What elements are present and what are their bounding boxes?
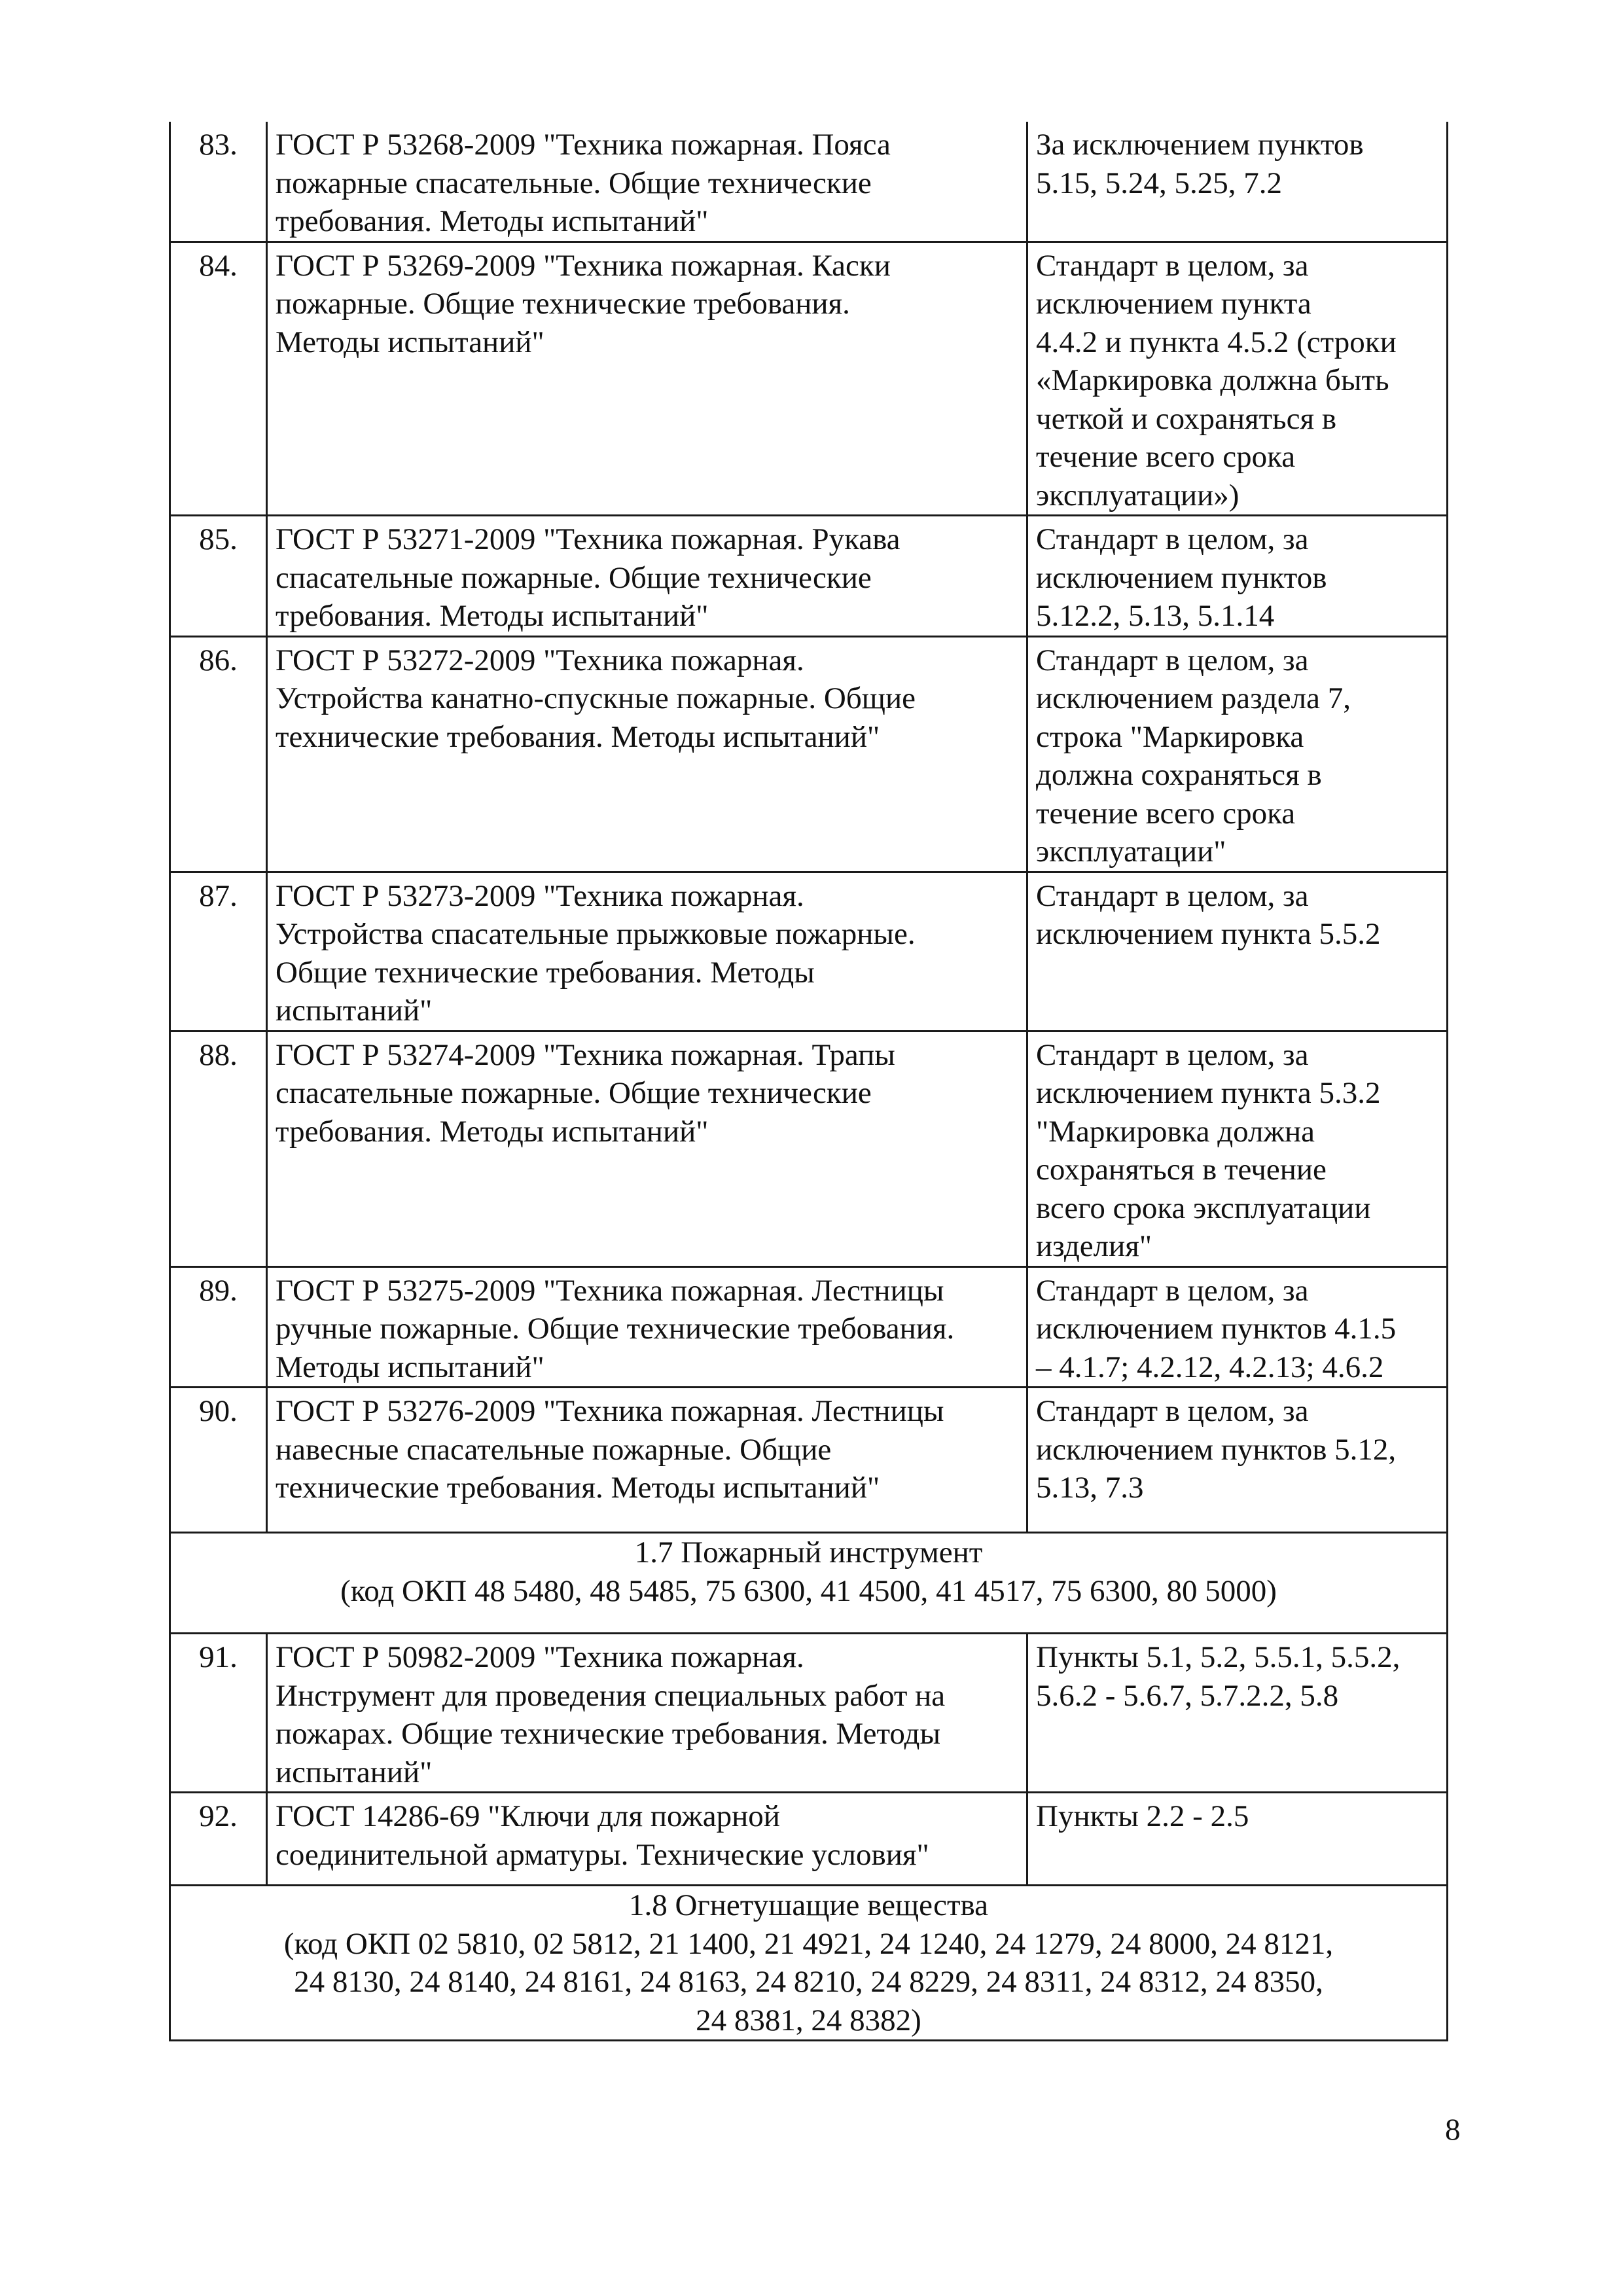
applicability-note-line: течение всего срока [1036,440,1296,474]
applicability-note-line: Пункты 2.2 - 2.5 [1036,1799,1249,1833]
table-row [170,122,1448,242]
standard-title-line: ГОСТ Р 50982-2009 "Техника пожарная. [276,1640,804,1674]
applicability-note-line: эксплуатации" [1036,834,1226,869]
applicability-note-line: – 4.1.7; 4.2.12, 4.2.13; 4.6.2 [1036,1350,1384,1384]
standard-title-line: пожарные. Общие технические требования. [276,287,850,321]
applicability-note-line: исключением пункта 5.5.2 [1036,917,1381,951]
row-number: 89. [170,1266,267,1388]
row-number: 90. [170,1388,267,1533]
applicability-note-line: изделия" [1036,1229,1152,1263]
applicability-note-line: "Маркировка должна [1036,1114,1315,1149]
standard-title-line: ГОСТ Р 53273-2009 "Техника пожарная. [276,878,804,913]
applicability-note-line: исключением пунктов 4.1.5 [1036,1312,1397,1346]
applicability-note [1027,242,1448,516]
standard-title-line: навесные спасательные пожарные. Общие [276,1432,832,1467]
standard-title-line: пожарах. Общие технические требования. Методы [276,1717,941,1751]
standard-title-line: Общие технические требования. Методы [276,955,815,990]
table-row [170,636,1448,872]
standard-title-line: пожарные спасательные. Общие технические [276,166,872,200]
applicability-note [1027,1793,1448,1886]
standard-title-line: соединительной арматуры. Технические условия" [276,1837,929,1872]
applicability-note-line: должна сохраняться в [1036,758,1322,792]
applicability-note-line: Стандарт в целом, за [1036,248,1309,283]
row-number: 84. [170,242,267,516]
applicability-note [1027,516,1448,637]
standard-title-line: ГОСТ Р 53268-2009 "Техника пожарная. Пояса [276,128,891,162]
row-number: 92. [170,1793,267,1886]
applicability-note-line: Стандарт в целом, за [1036,1273,1309,1308]
standard-title-line: требования. Методы испытаний" [276,1114,709,1149]
standards-table [169,122,1448,2041]
table-row [170,516,1448,637]
table-row [170,242,1448,516]
applicability-note [1027,1266,1448,1388]
applicability-note-line: исключением пунктов 5.12, [1036,1432,1397,1467]
applicability-note-line: исключением пункта [1036,287,1311,321]
applicability-note-line: исключением пункта 5.3.2 [1036,1076,1381,1110]
standard-title-line: Устройства спасательные прыжковые пожарные. [276,917,916,951]
row-number: 87. [170,872,267,1031]
section-header [170,1886,1448,2041]
table-row [170,1388,1448,1533]
row-number: 85. [170,516,267,637]
standard-title-line: требования. Методы испытаний" [276,204,709,238]
row-number: 86. [170,636,267,872]
applicability-note [1027,872,1448,1031]
applicability-note [1027,1634,1448,1793]
applicability-note-line: исключением пунктов [1036,560,1327,595]
applicability-note [1027,636,1448,872]
section-header-line: 1.8 Огнетушащие вещества [629,1888,988,1922]
table-row [170,1031,1448,1266]
standard-title-line: Методы испытаний" [276,1350,544,1384]
section-header [170,1533,1448,1634]
standard-title [267,1634,1027,1793]
table-row [170,1634,1448,1793]
standard-title-line: Методы испытаний" [276,325,544,359]
applicability-note-line: строка "Маркировка [1036,719,1304,754]
applicability-note-line: Стандарт в целом, за [1036,1037,1309,1072]
applicability-note-line: эксплуатации») [1036,478,1240,512]
applicability-note-line: Стандарт в целом, за [1036,878,1309,913]
applicability-note-line: Стандарт в целом, за [1036,1394,1309,1428]
applicability-note-line: 4.4.2 и пункта 4.5.2 (строки [1036,325,1397,359]
applicability-note-line: исключением раздела 7, [1036,681,1351,715]
section-header-line: 1.7 Пожарный инструмент [634,1535,983,1570]
standard-title [267,1793,1027,1886]
page-number: 8 [1445,2113,1461,2147]
standard-title [267,122,1027,242]
standard-title-line: Инструмент для проведения специальных работ на [276,1678,946,1713]
applicability-note-line: сохраняться в течение [1036,1153,1327,1187]
applicability-note-line: За исключением пунктов [1036,128,1364,162]
applicability-note [1027,1388,1448,1533]
standard-title-line: технические требования. Методы испытаний" [276,719,880,754]
applicability-note-line: течение всего срока [1036,796,1296,831]
standard-title [267,872,1027,1031]
standard-title [267,1266,1027,1388]
standard-title-line: ручные пожарные. Общие технические требования. [276,1312,955,1346]
standard-title-line: ГОСТ Р 53274-2009 "Техника пожарная. Трапы [276,1037,895,1072]
row-number: 83. [170,122,267,242]
section-row [170,1533,1448,1634]
table-row [170,1266,1448,1388]
section-header-line: (код ОКП 02 5810, 02 5812, 21 1400, 21 4921, 24 1240, 24 1279, 24 8000, 24 8121, [283,1926,1334,1961]
standard-title [267,1388,1027,1533]
standard-title-line: спасательные пожарные. Общие технические [276,560,872,595]
standard-title [267,242,1027,516]
section-header-line: (код ОКП 48 5480, 48 5485, 75 6300, 41 4500, 41 4517, 75 6300, 80 5000) [340,1573,1277,1608]
section-header-line: 24 8130, 24 8140, 24 8161, 24 8163, 24 8210, 24 8229, 24 8311, 24 8312, 24 8350, [294,1965,1323,1999]
applicability-note-line: 5.13, 7.3 [1036,1471,1144,1505]
standard-title-line: испытаний" [276,1755,433,1789]
standard-title-line: технические требования. Методы испытаний" [276,1471,880,1505]
standard-title-line: ГОСТ Р 53272-2009 "Техника пожарная. [276,643,804,677]
applicability-note-line: «Маркировка должна быть [1036,363,1389,397]
section-header-line: 24 8381, 24 8382) [696,2003,921,2037]
applicability-note-line: 5.6.2 - 5.6.7, 5.7.2.2, 5.8 [1036,1678,1339,1713]
applicability-note [1027,1031,1448,1266]
standard-title-line: испытаний" [276,994,433,1028]
table-row [170,1793,1448,1886]
applicability-note-line: Стандарт в целом, за [1036,643,1309,677]
applicability-note [1027,122,1448,242]
applicability-note-line: 5.12.2, 5.13, 5.1.14 [1036,599,1275,633]
applicability-note-line: всего срока эксплуатации [1036,1191,1371,1225]
section-row [170,1886,1448,2041]
standard-title-line: спасательные пожарные. Общие технические [276,1076,872,1110]
standard-title-line: ГОСТ Р 53275-2009 "Техника пожарная. Лестницы [276,1273,944,1308]
standard-title-line: ГОСТ Р 53276-2009 "Техника пожарная. Лестницы [276,1394,944,1428]
applicability-note-line: Пункты 5.1, 5.2, 5.5.1, 5.5.2, [1036,1640,1400,1674]
row-number: 88. [170,1031,267,1266]
standard-title [267,1031,1027,1266]
applicability-note-line: четкой и сохраняться в [1036,401,1337,436]
table-row [170,872,1448,1031]
applicability-note-line: Стандарт в целом, за [1036,522,1309,556]
applicability-note-line: 5.15, 5.24, 5.25, 7.2 [1036,166,1282,200]
standard-title-line: ГОСТ Р 53269-2009 "Техника пожарная. Каски [276,248,891,283]
standard-title-line: ГОСТ 14286-69 "Ключи для пожарной [276,1799,780,1833]
standard-title [267,636,1027,872]
standard-title [267,516,1027,637]
standard-title-line: требования. Методы испытаний" [276,599,709,633]
standard-title-line: Устройства канатно-спускные пожарные. Общие [276,681,916,715]
standard-title-line: ГОСТ Р 53271-2009 "Техника пожарная. Рукава [276,522,901,556]
row-number: 91. [170,1634,267,1793]
standards-table-body [170,122,1448,2041]
